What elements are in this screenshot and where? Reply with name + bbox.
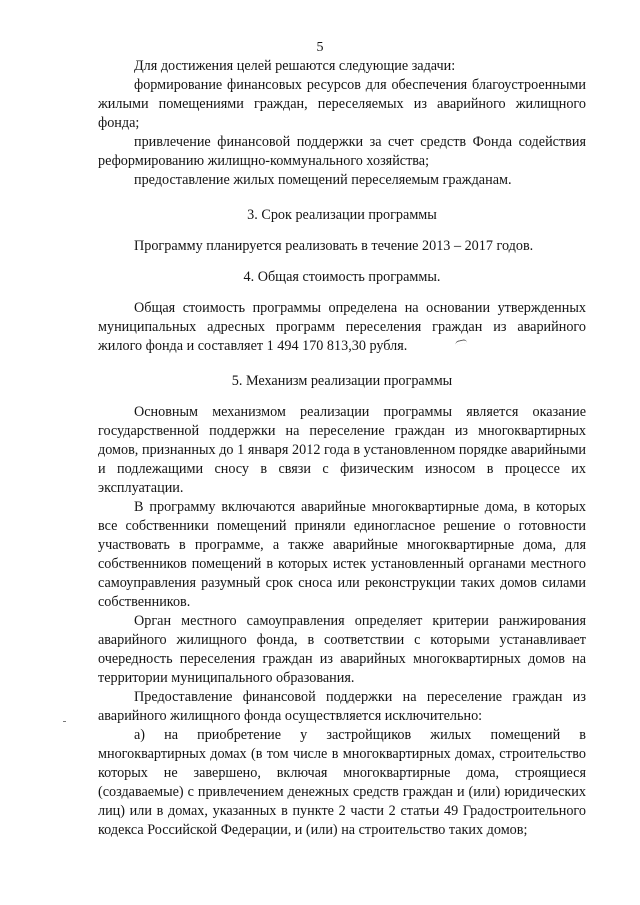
section-5-paragraph: Предоставление финансовой поддержки на переселение граждан из аварийного жилищного фонда осуществляется исключительно: [98,689,586,724]
document-body [98,57,586,840]
section-5-paragraph: а) на приобретение у застройщиков жилых помещений в многоквартирных домах (в том числе в многоквартирных домах, строительство которых не завершено, включая многоквартирные дома, строящиеся (создаваемые) с привлечением денежных средств граждан и (или) юридических лиц) или в домах, указанных в пункте 2 части 2 статьи 49 Градостроительного кодекса Российской Федерации, и (или) на строительство таких домов; [98,727,586,838]
task-item: предоставление жилых помещений переселяемым гражданам. [134,172,512,188]
page-number: 5 [316,40,324,55]
section-4-heading: 4. Общая стоимость программы. [243,269,441,285]
task-item: привлечение финансовой поддержки за счет средств Фонда содействия реформированию жилищно-коммунального хозяйства; [98,134,586,169]
section-5-paragraph: Основным механизмом реализации программы является оказание государственной поддержки на переселение граждан из многоквартирных домов, признанных до 1 января 2012 года в установленном порядке аварийными и подлежащими сносу в связи с физическим износом в процессе их эксплуатации. [98,404,586,496]
section-5-paragraph: Орган местного самоуправления определяет критерии ранжирования аварийного жилищного фонда, в соответствии с которыми устанавливает очередность переселения граждан из аварийных многоквартирных домов на территории муниципального образования. [98,613,586,686]
section-3-heading: 3. Срок реализации программы [247,207,437,223]
tasks-lead: Для достижения целей решаются следующие задачи: [134,58,456,74]
section-5-heading: 5. Механизм реализации программы [231,373,453,389]
margin-dot [63,721,66,722]
section-3-text: Программу планируется реализовать в течение 2013 – 2017 годов. [134,238,534,254]
section-4-text: Общая стоимость программы определена на основании утвержденных муниципальных адресных программ переселения граждан из аварийного жилого фонда и составляет 1 494 170 813,30 рубля. [98,300,586,354]
section-5-paragraph: В программу включаются аварийные многоквартирные дома, в которых все собственники помещений приняли единогласное решение о готовности участвовать в программе, а также аварийные многоквартирные дома, для собственников помещений в которых истек установленный органами местного самоуправления разумный срок сноса или реконструкции таких домов силами собственников. [98,499,586,610]
task-item: формирование финансовых ресурсов для обеспечения благоустроенными жилыми помещениями граждан, переселяемых из аварийного жилищного фонда; [98,77,586,131]
